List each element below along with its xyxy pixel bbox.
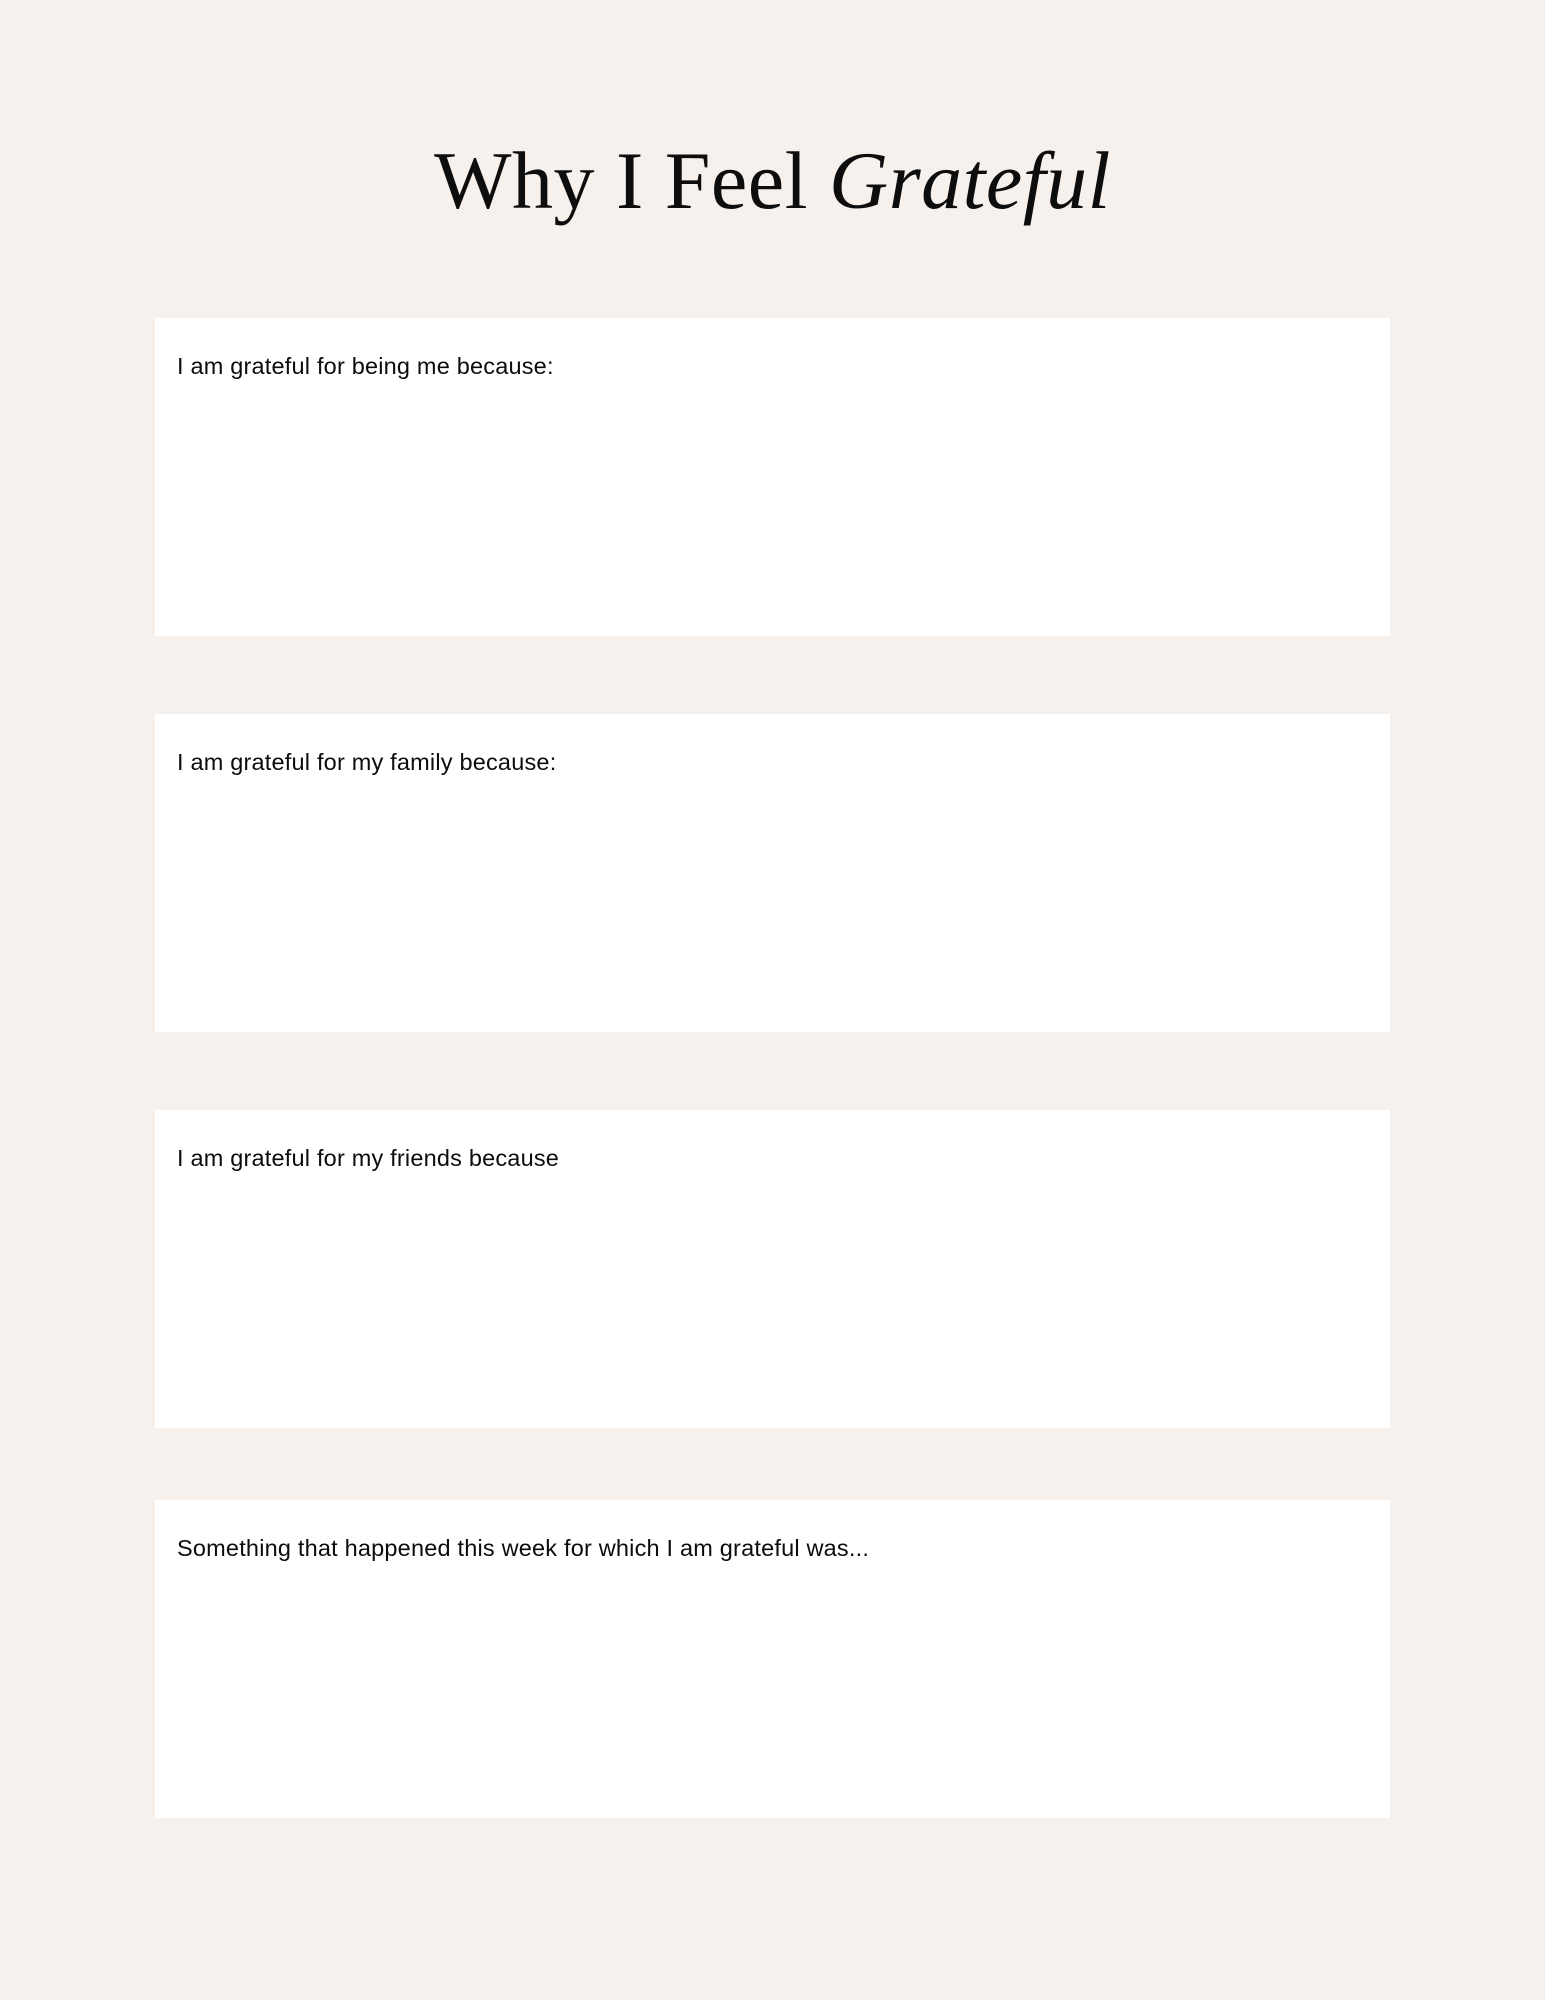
page-title-plain: Why I Feel [434,135,829,226]
prompt-answer-area[interactable] [177,382,1368,667]
prompt-label: I am grateful for my friends because [177,1145,560,1171]
prompt-answer-area[interactable] [177,1564,1368,1849]
prompt-card-family[interactable] [155,714,1390,1032]
prompt-label: I am grateful for being me because: [177,353,554,379]
prompt-card-being-me[interactable] [155,318,1390,636]
page-title [0,0,1545,226]
page-title-emphasis: Grateful [829,135,1111,226]
prompt-label: I am grateful for my family because: [177,749,557,775]
prompt-answer-area[interactable] [177,1174,1368,1459]
prompt-card-this-week[interactable] [155,1500,1390,1818]
prompt-list [0,318,1545,1818]
prompt-label: Something that happened this week for which I am grateful was... [177,1535,870,1561]
prompt-card-friends[interactable] [155,1110,1390,1428]
prompt-answer-area[interactable] [177,778,1368,1063]
